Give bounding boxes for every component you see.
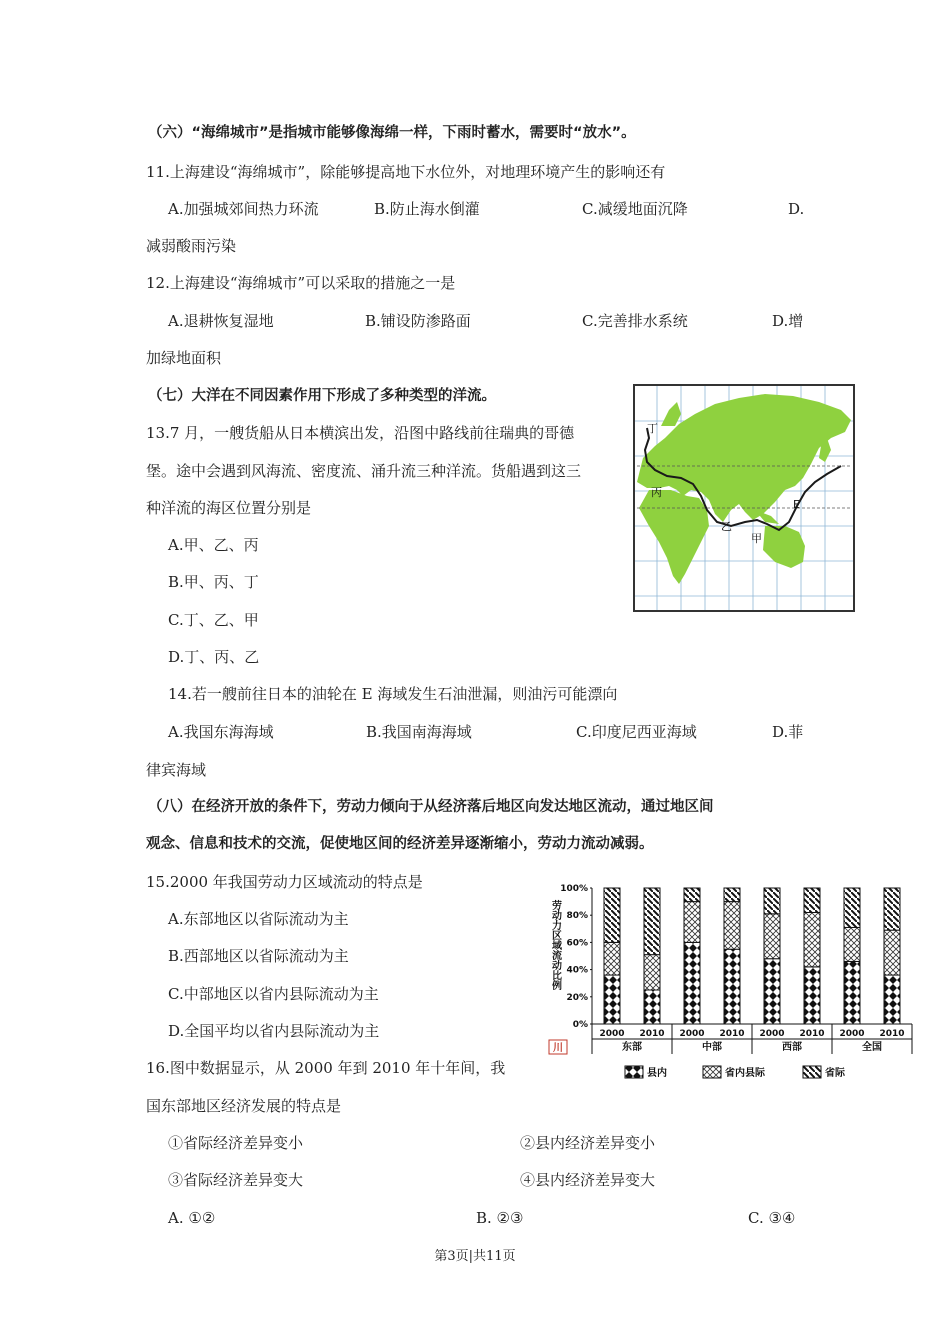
q11-option-d: D. bbox=[788, 200, 805, 218]
landmass bbox=[637, 394, 851, 584]
q14-option-d-cont: 律宾海域 bbox=[146, 761, 207, 779]
q16-option-a: A. ①② bbox=[168, 1209, 216, 1227]
bar-segment-2 bbox=[804, 912, 820, 966]
bar-segment-2 bbox=[884, 930, 900, 975]
bar-segment-1 bbox=[724, 949, 740, 1024]
map-label-bing: 丙 bbox=[651, 486, 662, 499]
section-8-header-line1: （八）在经济开放的条件下，劳动力倾向于从经济落后地区向发达地区流动，通过地区间 bbox=[148, 799, 714, 815]
bar-segment-1 bbox=[884, 975, 900, 1024]
bar-segment-2 bbox=[644, 955, 660, 990]
legend-swatch-3 bbox=[803, 1066, 821, 1078]
q15-option-c: C.中部地区以省内县际流动为主 bbox=[168, 985, 379, 1003]
section-7-header: （七）大洋在不同因素作用下形成了多种类型的洋流。 bbox=[148, 388, 496, 404]
q14-option-d: D.菲 bbox=[772, 723, 804, 741]
x-tick-label: 2000 bbox=[599, 1029, 625, 1039]
group-label: 中部 bbox=[702, 1042, 722, 1053]
legend-label-3: 省际 bbox=[825, 1068, 845, 1079]
q12-stem: 12.上海建设“海绵城市”可以采取的措施之一是 bbox=[146, 274, 456, 292]
bar-segment-3 bbox=[684, 888, 700, 902]
x-tick-label: 2010 bbox=[639, 1029, 665, 1039]
bar-segment-1 bbox=[764, 959, 780, 1024]
map-label-jia: 甲 bbox=[751, 532, 762, 545]
q16-statement-2: ②县内经济差异变小 bbox=[520, 1134, 656, 1152]
bar-segment-2 bbox=[684, 902, 700, 943]
legend-swatch-2 bbox=[703, 1066, 721, 1078]
x-tick-label: 2000 bbox=[759, 1029, 785, 1039]
map-label-e: E bbox=[793, 498, 800, 511]
q11-option-c: C.减缓地面沉降 bbox=[582, 200, 688, 218]
bar-segment-1 bbox=[804, 967, 820, 1024]
bar-segment-2 bbox=[764, 914, 780, 959]
chart-tag: 川 bbox=[553, 1043, 563, 1054]
x-tick-label: 2010 bbox=[799, 1029, 825, 1039]
labor-flow-chart bbox=[545, 880, 925, 1090]
legend-label-1: 县内 bbox=[647, 1068, 667, 1079]
group-label: 西部 bbox=[782, 1042, 802, 1053]
bar-segment-2 bbox=[844, 927, 860, 961]
q15-option-d: D.全国平均以省内县际流动为主 bbox=[168, 1022, 380, 1040]
bar-segment-2 bbox=[724, 902, 740, 950]
q12-option-d: D.增 bbox=[772, 312, 804, 330]
q14-option-b: B.我国南海海域 bbox=[366, 723, 472, 741]
legend-label-2: 省内县际 bbox=[725, 1068, 765, 1079]
bar-segment-3 bbox=[844, 888, 860, 927]
q16-stem-line2: 国东部地区经济发展的特点是 bbox=[146, 1097, 342, 1115]
q13-option-d: D.丁、丙、乙 bbox=[168, 648, 260, 666]
q16-statement-4: ④县内经济差异变大 bbox=[520, 1171, 656, 1189]
bar-segment-2 bbox=[604, 942, 620, 975]
x-tick-label: 2010 bbox=[719, 1029, 745, 1039]
y-tick-label: 20% bbox=[566, 992, 588, 1003]
bar-segment-3 bbox=[764, 888, 780, 914]
legend-swatch-1 bbox=[625, 1066, 643, 1078]
page-footer: 第3页|共11页 bbox=[434, 1249, 516, 1264]
bar-segment-1 bbox=[604, 975, 620, 1024]
q16-statement-1: ①省际经济差异变小 bbox=[168, 1134, 304, 1152]
q11-option-b: B.防止海水倒灌 bbox=[374, 200, 480, 218]
y-tick-label: 80% bbox=[566, 911, 588, 922]
y-axis-label: 劳动力区域流动比例 bbox=[549, 900, 561, 990]
map-label-yi: 乙 bbox=[721, 520, 732, 533]
q12-option-b: B.铺设防渗路面 bbox=[365, 312, 471, 330]
bar-segment-1 bbox=[644, 990, 660, 1024]
q13-stem-line3: 种洋流的海区位置分别是 bbox=[146, 499, 312, 517]
bar-segment-3 bbox=[604, 888, 620, 942]
section-8-header-line2: 观念、信息和技术的交流，促使地区间的经济差异逐渐缩小，劳动力流动减弱。 bbox=[146, 836, 654, 852]
map-svg bbox=[635, 386, 853, 610]
q11-option-a: A.加强城郊间热力环流 bbox=[168, 200, 319, 218]
q13-option-a: A.甲、乙、丙 bbox=[168, 536, 259, 554]
y-tick-label: 100% bbox=[560, 884, 588, 894]
bar-segment-1 bbox=[844, 961, 860, 1024]
q16-option-c: C. ③④ bbox=[748, 1209, 796, 1227]
q11-option-d-cont: 减弱酸雨污染 bbox=[146, 237, 237, 255]
section-6-header: （六）“海绵城市”是指城市能够像海绵一样，下雨时蓄水，需要时“放水”。 bbox=[148, 125, 636, 141]
bar-segment-1 bbox=[684, 942, 700, 1024]
bar-segment-3 bbox=[644, 888, 660, 955]
x-tick-label: 2000 bbox=[679, 1029, 705, 1039]
x-tick-label: 2010 bbox=[879, 1029, 905, 1039]
map-label-ding: 丁 bbox=[647, 422, 658, 435]
bar-segment-3 bbox=[884, 888, 900, 930]
y-tick-label: 40% bbox=[566, 965, 588, 976]
q16-stem-line1: 16.图中数据显示，从 2000 年到 2010 年十年间，我 bbox=[146, 1059, 506, 1077]
q13-stem-line2: 堡。途中会遇到风海流、密度流、涌升流三种洋流。货船遇到这三 bbox=[146, 462, 582, 480]
q12-option-c: C.完善排水系统 bbox=[582, 312, 688, 330]
q14-stem: 14.若一艘前往日本的油轮在 E 海域发生石油泄漏，则油污可能漂向 bbox=[168, 685, 618, 703]
q11-stem: 11.上海建设“海绵城市”，除能够提高地下水位外，对地理环境产生的影响还有 bbox=[146, 163, 666, 181]
q15-option-a: A.东部地区以省际流动为主 bbox=[168, 910, 349, 928]
q13-option-c: C.丁、乙、甲 bbox=[168, 611, 259, 629]
q14-option-c: C.印度尼西亚海域 bbox=[576, 723, 697, 741]
q13-stem-line1: 13.7 月，一艘货船从日本横滨出发，沿图中路线前往瑞典的哥德 bbox=[146, 424, 575, 442]
y-tick-label: 0% bbox=[572, 1020, 588, 1030]
q16-statement-3: ③省际经济差异变大 bbox=[168, 1171, 304, 1189]
q15-option-b: B.西部地区以省际流动为主 bbox=[168, 947, 349, 965]
x-tick-label: 2000 bbox=[839, 1029, 865, 1039]
q15-stem: 15.2000 年我国劳动力区域流动的特点是 bbox=[146, 873, 423, 891]
q16-option-b: B. ②③ bbox=[476, 1209, 524, 1227]
bar-segment-3 bbox=[804, 888, 820, 912]
q13-option-b: B.甲、丙、丁 bbox=[168, 573, 259, 591]
q12-option-d-cont: 加绿地面积 bbox=[146, 349, 222, 367]
y-tick-label: 60% bbox=[566, 938, 588, 949]
chart-svg bbox=[545, 880, 925, 1090]
ocean-route-map bbox=[633, 384, 855, 612]
q14-option-a: A.我国东海海域 bbox=[168, 723, 274, 741]
q12-option-a: A.退耕恢复湿地 bbox=[168, 312, 274, 330]
bar-segment-3 bbox=[724, 888, 740, 902]
group-label: 全国 bbox=[862, 1042, 882, 1053]
group-label: 东部 bbox=[622, 1042, 642, 1053]
